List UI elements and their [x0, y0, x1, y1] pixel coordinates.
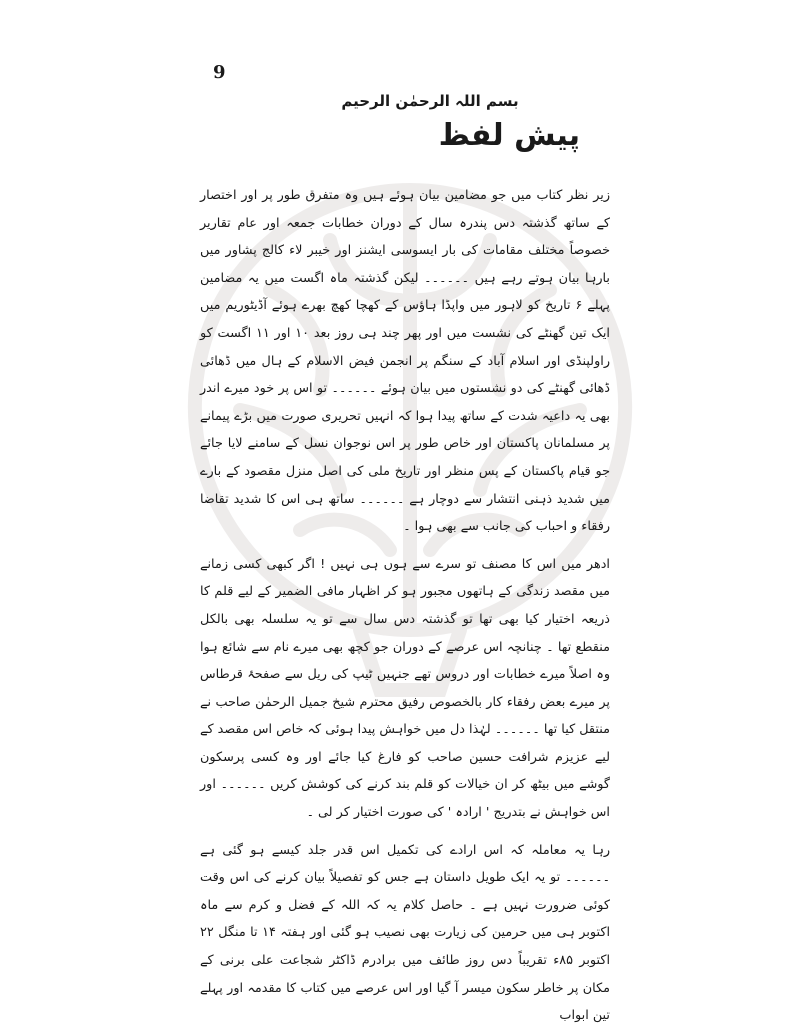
body-text	[200, 182, 610, 1030]
basmala: بسم اللہ الرحمٰن الرحیم	[341, 92, 519, 110]
page-heading: پیش لفظ	[438, 118, 580, 153]
paragraph-3: رہا یہ معاملہ کہ اس ارادے کی تکمیل اس قدر جلد کیسے ہو گئی ہے ۔۔۔۔۔۔ تو یہ ایک طویل داستان ہے جس کو تفصیلاً بیان کرنے کی اس وقت کوئی ضرورت نہیں ہے ۔ حاصل کلام یہ کہ اللہ کے فضل و کرم سے ماہ اکتوبر ہی میں حرمین کی زیارت بھی نصیب ہو گئی اور ہفتہ ۱۴ تا منگل ۲۲ اکتوبر ۸۵ء تقریباً دس روز طائف میں برادرم ڈاکٹر شجاعت علی برنی کے مکان پر خاطر سکون میسر آ گیا اور اس عرصے میں کتاب کا مقدمہ اور پہلے تین ابواب	[200, 842, 611, 1024]
page-number: 9	[213, 62, 226, 83]
paragraph-1: زیر نظر کتاب میں جو مضامین بیان ہوئے ہیں وہ متفرق طور پر اور اختصار کے ساتھ گذشتہ دس پندرہ سال کے دوران خطابات جمعہ اور عام تقاریر خصوصاً مختلف مقامات کی بار ایسوسی ایشنز اور خیبر لاء کالج پشاور میں بارہا بیان ہوتے رہے ہیں ۔۔۔۔۔۔ لیکن گذشتہ ماہ اگست میں یہ مضامین پہلے ۶ تاریخ کو لاہور میں واپڈا ہاؤس کے کھچا کھچ بھرے ہوئے آڈیٹوریم میں ایک تین گھنٹے کی نشست میں اور پھر چند ہی روز بعد ۱۰ اور ۱۱ اگست کو راولپنڈی اور اسلام آباد کے سنگم پر انجمن فیض الاسلام کے ہال میں ڈھائی ڈھائی گھنٹے کی دو نشستوں میں بیان ہوئے ۔۔۔۔۔۔ تو اس پر خود میرے اندر بھی یہ داعیہ شدت کے ساتھ پیدا ہوا کہ انہیں تحریری صورت میں بڑے پیمانے پر مسلمانان پاکستان اور خاص طور پر اس نوجوان نسل کے سامنے لایا جائے جو قیام پاکستان کے پس منظر اور تاریخ ملی کی اصل منزل مقصود کے بارے میں شدید ذہنی انتشار سے دوچار ہے ۔۔۔۔۔۔ ساتھ ہی اس کا شدید تقاضا رفقاء و احباب کی جانب سے بھی ہوا ۔	[200, 188, 610, 535]
paragraph-2: ادھر میں اس کا مصنف تو سرے سے ہوں ہی نہیں ! اگر کبھی کسی زمانے میں مقصد زندگی کے ہاتھوں مجبور ہو کر اظہار مافی الضمیر کے لیے قلم کا ذریعہ اختیار کیا بھی تھا تو گذشتہ دس سال سے تو یہ سلسلہ بھی بالکل منقطع تھا ۔ چنانچہ اس عرصے کے دوران جو کچھ بھی میرے نام سے شائع ہوا وہ اصلاً میرے خطابات اور دروس تھے جنہیں ٹیپ کی ریل سے صفحۂ قرطاس پر میرے بعض رفقاء کار بالخصوص رفیق محترم شیخ جمیل الرحمٰن صاحب نے منتقل کیا تھا ۔۔۔۔۔۔ لہٰذا دل میں خواہش پیدا ہوئی کہ خاص اس مقصد کے لیے عزیزم شرافت حسین صاحب کو فارغ کیا جائے اور وہ کسی پرسکون گوشے میں بیٹھ کر ان خیالات کو قلم بند کرنے کی کوشش کریں ۔۔۔۔۔۔ اور اس خواہش نے بتدریج ' ارادہ ' کی صورت اختیار کر لی ۔	[200, 556, 610, 821]
